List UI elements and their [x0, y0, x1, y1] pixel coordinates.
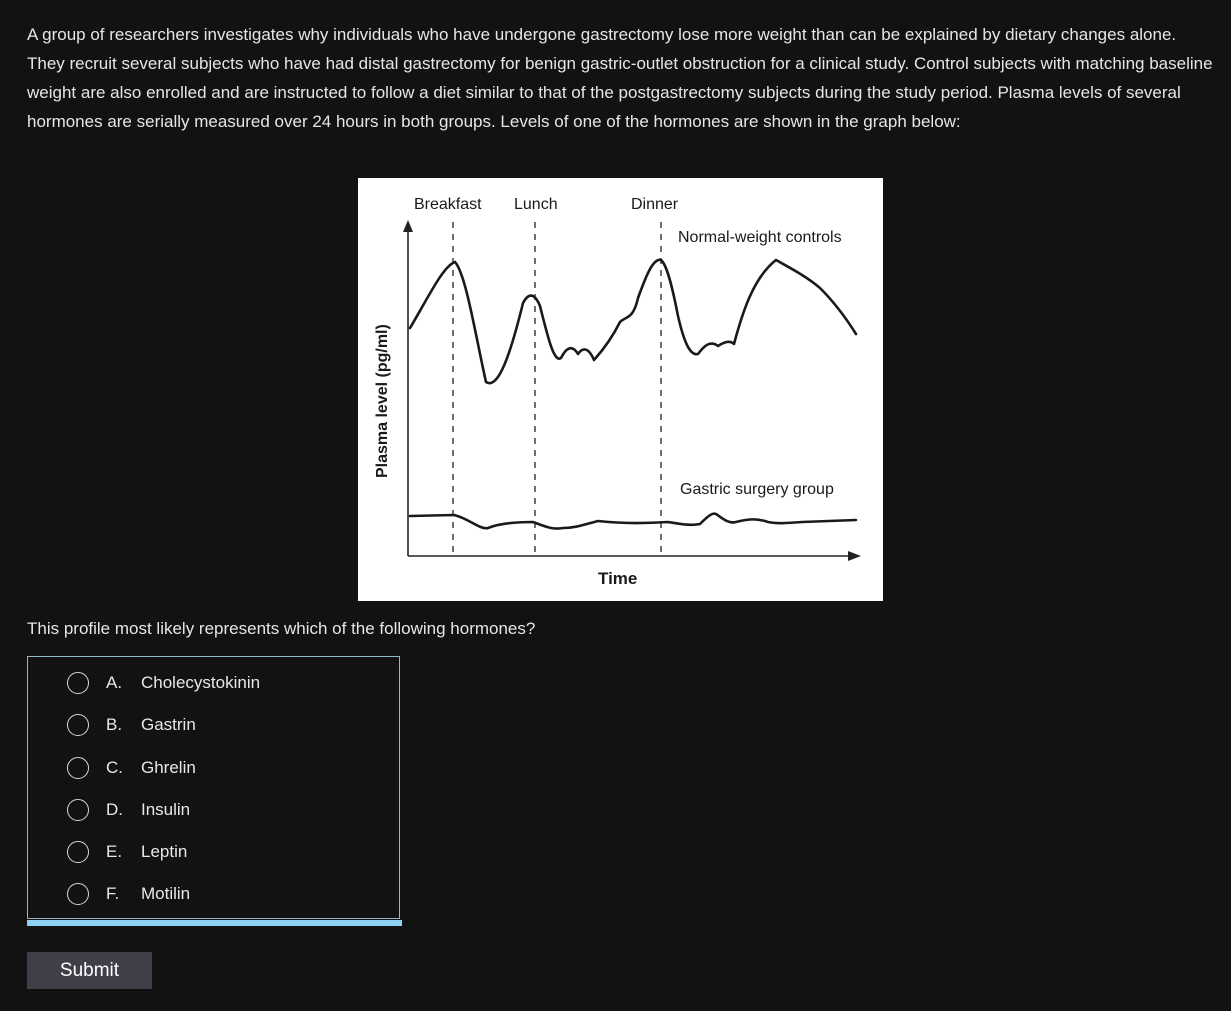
question-stem: A group of researchers investigates why individuals who have undergone gastrectomy lose more weight than can be explained by dietary changes alone. They recruit several subjects who have had distal gastrectomy for benign gastric-outlet obstruction for a clinical study. Control subjects with matching baseline weight are also enrolled and are instructed to follow a diet similar to that of the postgastrectomy subjects during the study period. Plasma levels of several hormones are serially measured over 24 hours in both groups. Levels of one of the hormones are shown in the graph below: — [27, 25, 1213, 131]
choice-label-d: Insulin — [141, 800, 191, 819]
choice-f[interactable] — [67, 881, 190, 907]
choice-label-e: Leptin — [141, 842, 188, 861]
choice-letter-b: B. — [106, 715, 123, 734]
choice-label-a: Cholecystokinin — [141, 673, 261, 692]
curve-gastric-surgery-group — [410, 514, 856, 529]
choice-label-c: Ghrelin — [141, 758, 196, 777]
meal-label-breakfast: Breakfast — [414, 196, 482, 213]
y-axis-label: Plasma level (pg/ml) — [374, 324, 391, 478]
radio-button-c[interactable] — [67, 757, 89, 779]
answer-choices-box — [27, 656, 400, 919]
radio-button-f[interactable] — [67, 883, 89, 905]
meal-label-lunch: Lunch — [514, 196, 558, 213]
choice-letter-c: C. — [106, 758, 123, 777]
meal-label-dinner: Dinner — [631, 196, 679, 213]
submit-button[interactable]: Submit — [27, 952, 152, 989]
series-label-surgery: Gastric surgery group — [680, 481, 834, 498]
x-axis-label: Time — [598, 569, 638, 588]
hormone-profile-graph — [358, 178, 883, 601]
choice-letter-e: E. — [106, 842, 123, 861]
choice-b[interactable] — [67, 712, 196, 738]
graph-svg — [358, 178, 883, 601]
radio-button-a[interactable] — [67, 672, 89, 694]
choice-letter-a: A. — [106, 673, 123, 692]
curve-normal-weight-controls — [410, 260, 856, 383]
choice-d[interactable] — [67, 797, 190, 823]
choice-e[interactable] — [67, 839, 187, 865]
radio-button-e[interactable] — [67, 841, 89, 863]
choice-label-f: Motilin — [141, 884, 191, 903]
y-axis-arrow — [403, 220, 413, 232]
x-axis-arrow — [848, 551, 861, 561]
choice-a[interactable] — [67, 670, 260, 696]
choices-bottom-bar — [27, 920, 402, 926]
choice-letter-d: D. — [106, 800, 123, 819]
radio-button-d[interactable] — [67, 799, 89, 821]
question-prompt: This profile most likely represents which of the following hormones? — [27, 619, 536, 638]
radio-button-b[interactable] — [67, 714, 89, 736]
choice-letter-f: F. — [106, 884, 120, 903]
series-label-controls: Normal-weight controls — [678, 229, 842, 246]
choice-label-b: Gastrin — [141, 715, 196, 734]
choice-c[interactable] — [67, 755, 196, 781]
